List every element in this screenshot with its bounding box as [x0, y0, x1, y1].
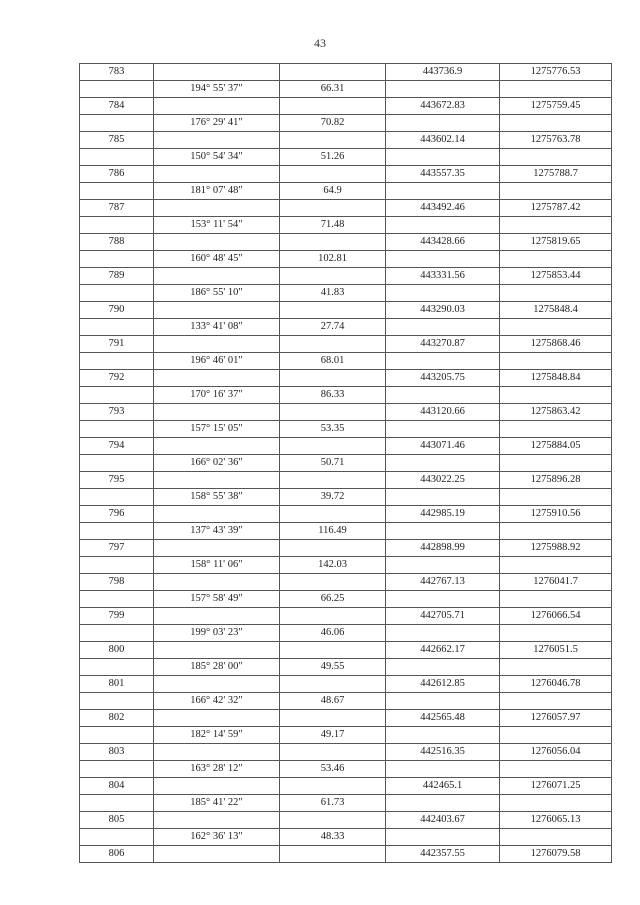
distance-cell: 48.33	[280, 829, 386, 846]
y-coordinate-cell: 1276057.97	[500, 710, 612, 727]
point-number-cell	[80, 183, 154, 200]
point-row	[80, 404, 612, 421]
point-number-cell: 791	[80, 336, 154, 353]
distance-cell	[280, 404, 386, 421]
coordinates-table-body	[80, 64, 612, 863]
y-coordinate-cell: 1275988.92	[500, 540, 612, 557]
direction-angle-cell: 176° 29' 41"	[154, 115, 280, 132]
segment-row	[80, 353, 612, 370]
direction-angle-cell: 163° 28' 12"	[154, 761, 280, 778]
point-number-cell	[80, 149, 154, 166]
direction-angle-cell: 185° 28' 00"	[154, 659, 280, 676]
point-row	[80, 472, 612, 489]
point-row	[80, 336, 612, 353]
x-coordinate-cell: 443492.46	[386, 200, 500, 217]
distance-cell: 51.26	[280, 149, 386, 166]
direction-angle-cell: 199° 03' 23"	[154, 625, 280, 642]
distance-cell	[280, 676, 386, 693]
distance-cell: 64.9	[280, 183, 386, 200]
direction-angle-cell	[154, 676, 280, 693]
point-number-cell	[80, 523, 154, 540]
point-row	[80, 846, 612, 863]
x-coordinate-cell	[386, 319, 500, 336]
direction-angle-cell	[154, 506, 280, 523]
x-coordinate-cell: 443120.66	[386, 404, 500, 421]
y-coordinate-cell: 1275848.4	[500, 302, 612, 319]
point-number-cell: 796	[80, 506, 154, 523]
y-coordinate-cell	[500, 829, 612, 846]
x-coordinate-cell: 443205.75	[386, 370, 500, 387]
distance-cell	[280, 642, 386, 659]
segment-row	[80, 455, 612, 472]
point-row	[80, 166, 612, 183]
point-number-cell	[80, 625, 154, 642]
distance-cell	[280, 438, 386, 455]
distance-cell: 49.55	[280, 659, 386, 676]
point-row	[80, 778, 612, 795]
y-coordinate-cell: 1276041.7	[500, 574, 612, 591]
distance-cell: 102.81	[280, 251, 386, 268]
point-number-cell: 787	[80, 200, 154, 217]
x-coordinate-cell	[386, 217, 500, 234]
y-coordinate-cell	[500, 149, 612, 166]
y-coordinate-cell	[500, 795, 612, 812]
y-coordinate-cell	[500, 557, 612, 574]
distance-cell: 48.67	[280, 693, 386, 710]
x-coordinate-cell	[386, 81, 500, 98]
segment-row	[80, 115, 612, 132]
direction-angle-cell	[154, 710, 280, 727]
distance-cell: 142.03	[280, 557, 386, 574]
segment-row	[80, 829, 612, 846]
point-row	[80, 234, 612, 251]
direction-angle-cell: 196° 46' 01"	[154, 353, 280, 370]
point-number-cell: 801	[80, 676, 154, 693]
x-coordinate-cell	[386, 387, 500, 404]
y-coordinate-cell: 1276071.25	[500, 778, 612, 795]
x-coordinate-cell: 443071.46	[386, 438, 500, 455]
point-number-cell	[80, 489, 154, 506]
direction-angle-cell: 158° 11' 06"	[154, 557, 280, 574]
segment-row	[80, 319, 612, 336]
direction-angle-cell	[154, 642, 280, 659]
x-coordinate-cell	[386, 727, 500, 744]
direction-angle-cell: 166° 42' 32"	[154, 693, 280, 710]
x-coordinate-cell	[386, 489, 500, 506]
distance-cell	[280, 710, 386, 727]
direction-angle-cell	[154, 336, 280, 353]
point-number-cell: 785	[80, 132, 154, 149]
x-coordinate-cell: 442357.55	[386, 846, 500, 863]
x-coordinate-cell	[386, 795, 500, 812]
direction-angle-cell: 181° 07' 48"	[154, 183, 280, 200]
point-number-cell: 806	[80, 846, 154, 863]
point-row	[80, 608, 612, 625]
point-row	[80, 506, 612, 523]
y-coordinate-cell: 1276079.58	[500, 846, 612, 863]
x-coordinate-cell: 443602.14	[386, 132, 500, 149]
distance-cell	[280, 200, 386, 217]
distance-cell: 116.49	[280, 523, 386, 540]
direction-angle-cell: 133° 41' 08"	[154, 319, 280, 336]
point-row	[80, 132, 612, 149]
distance-cell	[280, 574, 386, 591]
point-number-cell	[80, 251, 154, 268]
x-coordinate-cell	[386, 523, 500, 540]
distance-cell	[280, 64, 386, 81]
x-coordinate-cell	[386, 183, 500, 200]
y-coordinate-cell	[500, 727, 612, 744]
direction-angle-cell	[154, 438, 280, 455]
x-coordinate-cell	[386, 353, 500, 370]
distance-cell: 70.82	[280, 115, 386, 132]
point-number-cell: 788	[80, 234, 154, 251]
point-row	[80, 574, 612, 591]
x-coordinate-cell	[386, 285, 500, 302]
direction-angle-cell	[154, 574, 280, 591]
x-coordinate-cell	[386, 455, 500, 472]
point-number-cell: 789	[80, 268, 154, 285]
direction-angle-cell	[154, 302, 280, 319]
y-coordinate-cell	[500, 421, 612, 438]
distance-cell: 86.33	[280, 387, 386, 404]
x-coordinate-cell	[386, 625, 500, 642]
x-coordinate-cell: 443270.87	[386, 336, 500, 353]
direction-angle-cell: 170° 16' 37"	[154, 387, 280, 404]
direction-angle-cell: 153° 11' 54"	[154, 217, 280, 234]
distance-cell	[280, 608, 386, 625]
segment-row	[80, 591, 612, 608]
y-coordinate-cell: 1275910.56	[500, 506, 612, 523]
x-coordinate-cell: 442516.35	[386, 744, 500, 761]
distance-cell: 53.46	[280, 761, 386, 778]
y-coordinate-cell	[500, 591, 612, 608]
x-coordinate-cell	[386, 591, 500, 608]
y-coordinate-cell: 1275759.45	[500, 98, 612, 115]
point-number-cell	[80, 761, 154, 778]
distance-cell	[280, 812, 386, 829]
distance-cell	[280, 506, 386, 523]
y-coordinate-cell	[500, 319, 612, 336]
y-coordinate-cell	[500, 523, 612, 540]
x-coordinate-cell: 442985.19	[386, 506, 500, 523]
direction-angle-cell	[154, 846, 280, 863]
point-row	[80, 744, 612, 761]
direction-angle-cell	[154, 472, 280, 489]
y-coordinate-cell	[500, 659, 612, 676]
x-coordinate-cell: 442403.67	[386, 812, 500, 829]
x-coordinate-cell: 442565.48	[386, 710, 500, 727]
x-coordinate-cell: 443331.56	[386, 268, 500, 285]
point-number-cell	[80, 557, 154, 574]
y-coordinate-cell: 1275763.78	[500, 132, 612, 149]
y-coordinate-cell: 1276051.5	[500, 642, 612, 659]
direction-angle-cell: 158° 55' 38"	[154, 489, 280, 506]
segment-row	[80, 659, 612, 676]
segment-row	[80, 489, 612, 506]
y-coordinate-cell: 1275853.44	[500, 268, 612, 285]
distance-cell	[280, 302, 386, 319]
direction-angle-cell: 186° 55' 10"	[154, 285, 280, 302]
distance-cell: 71.48	[280, 217, 386, 234]
page-number: 43	[314, 36, 326, 50]
point-number-cell: 795	[80, 472, 154, 489]
direction-angle-cell: 150° 54' 34"	[154, 149, 280, 166]
distance-cell	[280, 744, 386, 761]
y-coordinate-cell: 1276046.78	[500, 676, 612, 693]
y-coordinate-cell: 1275896.28	[500, 472, 612, 489]
coordinates-table	[79, 63, 612, 863]
point-number-cell: 804	[80, 778, 154, 795]
point-number-cell	[80, 795, 154, 812]
x-coordinate-cell: 443428.66	[386, 234, 500, 251]
point-number-cell: 805	[80, 812, 154, 829]
segment-row	[80, 557, 612, 574]
y-coordinate-cell	[500, 183, 612, 200]
x-coordinate-cell	[386, 761, 500, 778]
direction-angle-cell: 162° 36' 13"	[154, 829, 280, 846]
x-coordinate-cell: 443736.9	[386, 64, 500, 81]
distance-cell	[280, 846, 386, 863]
segment-row	[80, 217, 612, 234]
point-number-cell: 800	[80, 642, 154, 659]
y-coordinate-cell: 1275863.42	[500, 404, 612, 421]
direction-angle-cell	[154, 98, 280, 115]
y-coordinate-cell	[500, 625, 612, 642]
direction-angle-cell: 157° 58' 49"	[154, 591, 280, 608]
x-coordinate-cell	[386, 421, 500, 438]
distance-cell	[280, 540, 386, 557]
x-coordinate-cell: 442705.71	[386, 608, 500, 625]
direction-angle-cell	[154, 608, 280, 625]
x-coordinate-cell: 443290.03	[386, 302, 500, 319]
x-coordinate-cell	[386, 251, 500, 268]
point-number-cell: 783	[80, 64, 154, 81]
direction-angle-cell	[154, 166, 280, 183]
point-number-cell: 799	[80, 608, 154, 625]
x-coordinate-cell	[386, 557, 500, 574]
segment-row	[80, 251, 612, 268]
y-coordinate-cell	[500, 217, 612, 234]
point-number-cell	[80, 319, 154, 336]
segment-row	[80, 387, 612, 404]
point-number-cell: 803	[80, 744, 154, 761]
x-coordinate-cell	[386, 829, 500, 846]
y-coordinate-cell	[500, 115, 612, 132]
direction-angle-cell	[154, 268, 280, 285]
segment-row	[80, 727, 612, 744]
x-coordinate-cell: 442662.17	[386, 642, 500, 659]
point-number-cell	[80, 591, 154, 608]
point-number-cell	[80, 829, 154, 846]
direction-angle-cell: 182° 14' 59"	[154, 727, 280, 744]
point-number-cell	[80, 115, 154, 132]
y-coordinate-cell	[500, 387, 612, 404]
y-coordinate-cell: 1275848.84	[500, 370, 612, 387]
y-coordinate-cell	[500, 285, 612, 302]
point-number-cell: 790	[80, 302, 154, 319]
y-coordinate-cell: 1275819.65	[500, 234, 612, 251]
point-number-cell: 784	[80, 98, 154, 115]
direction-angle-cell: 137° 43' 39"	[154, 523, 280, 540]
distance-cell: 61.73	[280, 795, 386, 812]
y-coordinate-cell: 1276065.13	[500, 812, 612, 829]
x-coordinate-cell: 442767.13	[386, 574, 500, 591]
direction-angle-cell	[154, 404, 280, 421]
distance-cell: 66.25	[280, 591, 386, 608]
segment-row	[80, 523, 612, 540]
direction-angle-cell	[154, 370, 280, 387]
point-number-cell	[80, 421, 154, 438]
segment-row	[80, 149, 612, 166]
direction-angle-cell	[154, 64, 280, 81]
distance-cell	[280, 778, 386, 795]
x-coordinate-cell: 442612.85	[386, 676, 500, 693]
point-row	[80, 438, 612, 455]
point-number-cell: 792	[80, 370, 154, 387]
y-coordinate-cell	[500, 353, 612, 370]
distance-cell	[280, 234, 386, 251]
point-number-cell	[80, 285, 154, 302]
point-row	[80, 370, 612, 387]
segment-row	[80, 795, 612, 812]
x-coordinate-cell: 442898.99	[386, 540, 500, 557]
distance-cell: 39.72	[280, 489, 386, 506]
x-coordinate-cell	[386, 693, 500, 710]
y-coordinate-cell: 1275884.05	[500, 438, 612, 455]
distance-cell	[280, 336, 386, 353]
direction-angle-cell: 185° 41' 22"	[154, 795, 280, 812]
segment-row	[80, 81, 612, 98]
y-coordinate-cell: 1276066.54	[500, 608, 612, 625]
direction-angle-cell	[154, 234, 280, 251]
direction-angle-cell	[154, 540, 280, 557]
point-row	[80, 268, 612, 285]
y-coordinate-cell: 1276056.04	[500, 744, 612, 761]
x-coordinate-cell	[386, 149, 500, 166]
distance-cell	[280, 268, 386, 285]
distance-cell	[280, 166, 386, 183]
y-coordinate-cell	[500, 455, 612, 472]
y-coordinate-cell	[500, 251, 612, 268]
distance-cell: 27.74	[280, 319, 386, 336]
segment-row	[80, 183, 612, 200]
y-coordinate-cell: 1275787.42	[500, 200, 612, 217]
y-coordinate-cell: 1275788.7	[500, 166, 612, 183]
point-row	[80, 812, 612, 829]
x-coordinate-cell: 443557.35	[386, 166, 500, 183]
point-row	[80, 64, 612, 81]
direction-angle-cell	[154, 132, 280, 149]
point-row	[80, 642, 612, 659]
point-number-cell	[80, 659, 154, 676]
point-number-cell	[80, 727, 154, 744]
segment-row	[80, 693, 612, 710]
x-coordinate-cell: 442465.1	[386, 778, 500, 795]
point-number-cell: 798	[80, 574, 154, 591]
distance-cell: 50.71	[280, 455, 386, 472]
point-number-cell: 797	[80, 540, 154, 557]
distance-cell: 53.35	[280, 421, 386, 438]
direction-angle-cell	[154, 200, 280, 217]
y-coordinate-cell: 1275868.46	[500, 336, 612, 353]
point-row	[80, 710, 612, 727]
distance-cell: 46.06	[280, 625, 386, 642]
direction-angle-cell	[154, 744, 280, 761]
direction-angle-cell	[154, 778, 280, 795]
segment-row	[80, 285, 612, 302]
x-coordinate-cell: 443022.25	[386, 472, 500, 489]
x-coordinate-cell	[386, 659, 500, 676]
point-number-cell	[80, 81, 154, 98]
point-row	[80, 200, 612, 217]
point-number-cell	[80, 455, 154, 472]
segment-row	[80, 625, 612, 642]
point-row	[80, 302, 612, 319]
point-row	[80, 676, 612, 693]
distance-cell	[280, 472, 386, 489]
segment-row	[80, 421, 612, 438]
point-number-cell	[80, 693, 154, 710]
y-coordinate-cell	[500, 761, 612, 778]
point-row	[80, 98, 612, 115]
point-number-cell: 786	[80, 166, 154, 183]
direction-angle-cell	[154, 812, 280, 829]
x-coordinate-cell: 443672.83	[386, 98, 500, 115]
distance-cell	[280, 132, 386, 149]
distance-cell: 49.17	[280, 727, 386, 744]
point-number-cell	[80, 387, 154, 404]
distance-cell	[280, 370, 386, 387]
point-number-cell	[80, 217, 154, 234]
point-number-cell: 793	[80, 404, 154, 421]
point-number-cell: 802	[80, 710, 154, 727]
distance-cell: 66.31	[280, 81, 386, 98]
distance-cell: 41.83	[280, 285, 386, 302]
y-coordinate-cell	[500, 489, 612, 506]
direction-angle-cell: 160° 48' 45"	[154, 251, 280, 268]
direction-angle-cell: 194° 55' 37"	[154, 81, 280, 98]
y-coordinate-cell	[500, 81, 612, 98]
direction-angle-cell: 166° 02' 36"	[154, 455, 280, 472]
x-coordinate-cell	[386, 115, 500, 132]
distance-cell	[280, 98, 386, 115]
segment-row	[80, 761, 612, 778]
point-number-cell	[80, 353, 154, 370]
point-row	[80, 540, 612, 557]
y-coordinate-cell	[500, 693, 612, 710]
distance-cell: 68.01	[280, 353, 386, 370]
point-number-cell: 794	[80, 438, 154, 455]
y-coordinate-cell: 1275776.53	[500, 64, 612, 81]
direction-angle-cell: 157° 15' 05"	[154, 421, 280, 438]
